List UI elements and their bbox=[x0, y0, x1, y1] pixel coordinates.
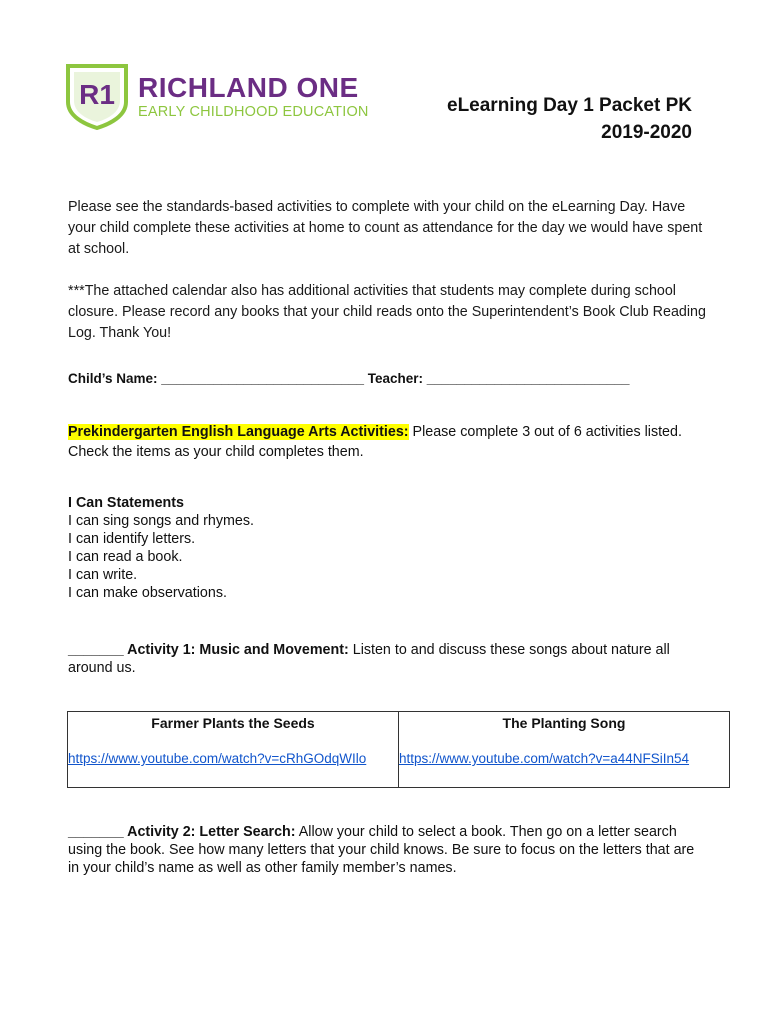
page-title bbox=[447, 92, 692, 146]
activity-2 bbox=[68, 823, 708, 877]
logo-subtitle: EARLY CHILDHOOD EDUCATION bbox=[138, 104, 369, 120]
table-row bbox=[68, 712, 730, 788]
ela-heading: Prekindergarten English Language Arts Activities: bbox=[68, 424, 409, 440]
shield-icon bbox=[66, 64, 130, 130]
song-cell bbox=[68, 712, 399, 788]
title-line-2: 2019-2020 bbox=[601, 122, 692, 143]
ela-text: Please complete 3 out of 6 activities listed. Check the items as your child completes them. bbox=[68, 424, 682, 460]
list-item: I can read a book. bbox=[68, 549, 183, 565]
teacher-name-field[interactable]: Teacher: ___________________________ bbox=[367, 371, 630, 386]
logo-name: RICHLAND ONE bbox=[138, 72, 359, 103]
child-name-field[interactable]: Child’s Name: ___________________________ bbox=[68, 371, 364, 386]
activity-1 bbox=[68, 641, 708, 677]
activity-2-label: Activity 2: Letter Search: bbox=[123, 824, 296, 840]
song-title: Farmer Plants the Seeds bbox=[151, 715, 315, 731]
list-item: I can make observations. bbox=[68, 585, 227, 601]
ela-instructions bbox=[68, 422, 708, 462]
list-item: I can write. bbox=[68, 567, 138, 583]
song-link[interactable]: https://www.youtube.com/watch?v=a44NFSiIn54 bbox=[399, 751, 690, 766]
list-item: I can identify letters. bbox=[68, 531, 196, 547]
song-link[interactable]: https://www.youtube.com/watch?v=cRhGOdqWIlo bbox=[68, 751, 367, 766]
song-title: The Planting Song bbox=[502, 715, 626, 731]
intro-paragraph: Please see the standards-based activities to complete with your child on the eLearning Day. Have your child complete these activities at home to count as attendance for the day we would have spent at school. bbox=[68, 199, 703, 257]
names-line bbox=[68, 371, 630, 386]
i-can-heading: I Can Statements bbox=[68, 495, 184, 511]
title-line-1: eLearning Day 1 Packet PK bbox=[447, 95, 692, 116]
song-cell bbox=[399, 712, 730, 788]
calendar-note-paragraph: ***The attached calendar also has additional activities that students may complete during school closure. Please record any books that your child reads onto the Superintendent’s Book Club Reading Log. Thank You! bbox=[68, 283, 706, 341]
activity-1-checkbox-blank[interactable]: _______ bbox=[68, 642, 124, 658]
i-can-statements bbox=[68, 494, 254, 602]
richland-one-logo bbox=[66, 64, 378, 130]
activity-2-text: Allow your child to select a book. Then go on a letter search using the book. See how many letters that your child knows. Be sure to focus on the letters that are in your child’s name as well as other family member’s names. bbox=[68, 824, 695, 876]
list-item: I can sing songs and rhymes. bbox=[68, 513, 254, 529]
activity-2-checkbox-blank[interactable]: _______ bbox=[68, 824, 124, 840]
songs-table bbox=[67, 711, 730, 788]
activity-1-label: Activity 1: Music and Movement: bbox=[123, 642, 349, 658]
logo-mark: R1 bbox=[79, 79, 115, 110]
activity-1-text: Listen to and discuss these songs about nature all around us. bbox=[68, 642, 670, 676]
